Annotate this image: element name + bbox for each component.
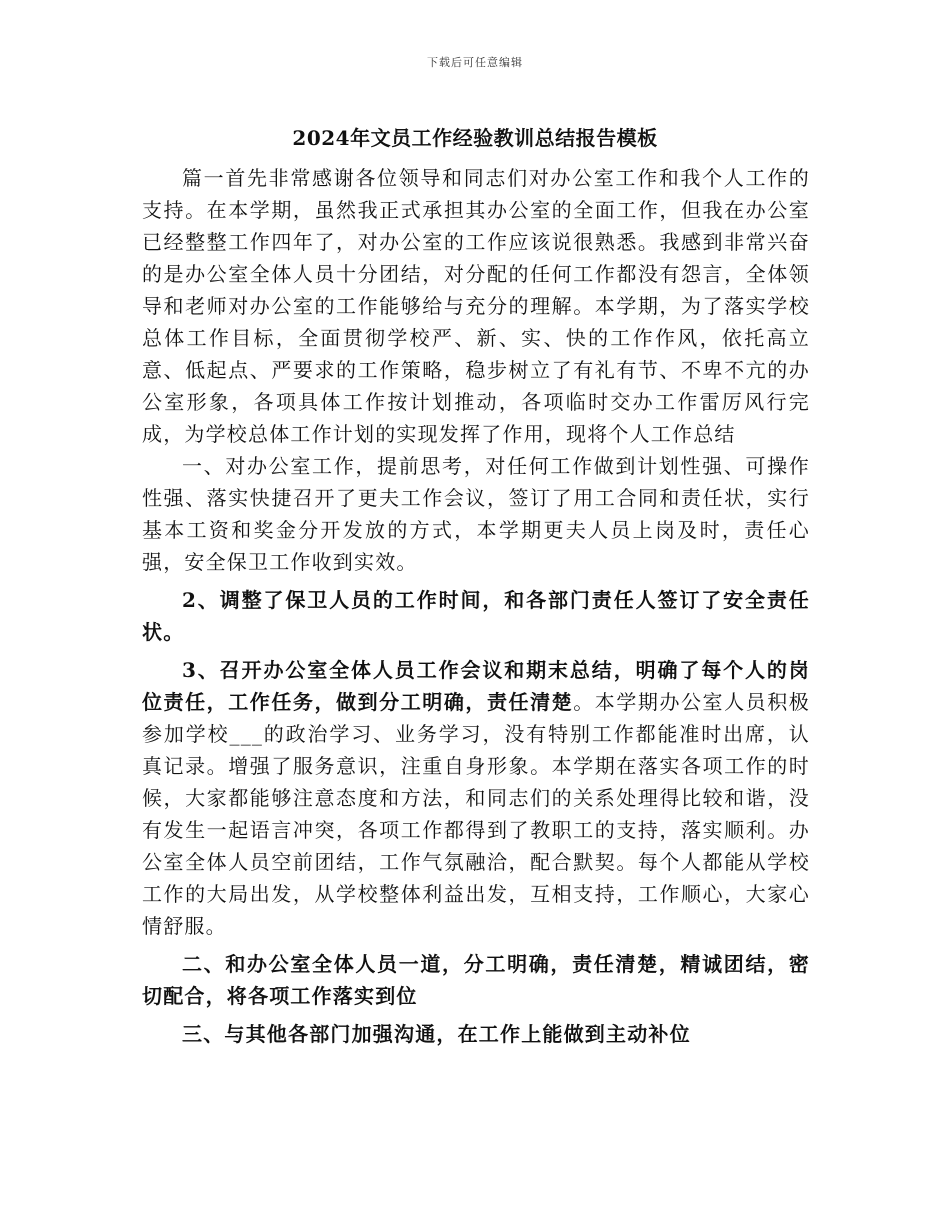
paragraph-item-3-body: 。本学期办公室人员积极参加学校___的政治学习、业务学习，没有特别工作都能准时出席，认真记录。增强了服务意识，注重自身形象。本学期在落实各项工作的时候，大家都能够注意态度和方法，和同志们的关系处理得比较和谐，没有发生一起语言冲突，各项工作都得到了教职工的支持，落实顺利。办公室全体人员空前团结，工作气氛融洽，配合默契。每个人都能从学校工作的大局出发，从学校整体利益出发，互相支持，工作顺心，大家心情舒服。 xyxy=(142,690,811,938)
document-body xyxy=(142,162,810,1050)
header-note: 下载后可任意编辑 xyxy=(427,56,523,69)
paragraph-item-3 xyxy=(142,654,810,942)
paragraph-section-3: 三、与其他各部门加强沟通，在工作上能做到主动补位 xyxy=(182,1022,691,1046)
document-title: 2024年文员工作经验教训总结报告模板 xyxy=(292,126,658,150)
paragraph-section-2: 二、和办公室全体人员一道，分工明确，责任清楚，精诚团结，密切配合，将各项工作落实到位 xyxy=(142,952,810,1008)
paragraph-item-2: 2、调整了保卫人员的工作时间，和各部门责任人签订了安全责任状。 xyxy=(142,588,810,644)
paragraph-intro: 篇一首先非常感谢各位领导和同志们对办公室工作和我个人工作的支持。在本学期，虽然我正式承担其办公室的全面工作，但我在办公室已经整整工作四年了，对办公室的工作应该说很熟悉。我感到非常兴奋的是办公室全体人员十分团结，对分配的任何工作都没有怨言，全体领导和老师对办公室的工作能够给与充分的理解。本学期，为了落实学校总体工作目标，全面贯彻学校严、新、实、快的工作作风，依托高立意、低起点、严要求的工作策略，稳步树立了有礼有节、不卑不亢的办公室形象，各项具体工作按计划推动，各项临时交办工作雷厉风行完成，为学校总体工作计划的实现发挥了作用，现将个人工作总结 xyxy=(142,166,810,446)
paragraph-item-3-heading: 3、召开办公室全体人员工作会议和期末总结，明确了每个人的岗位责任，工作任务，做到分工明确，责任清楚 xyxy=(142,658,810,714)
paragraph-section-1: 一、对办公室工作，提前思考，对任何工作做到计划性强、可操作性强、落实快捷召开了更夫工作会议，签订了用工合同和责任状，实行基本工资和奖金分开发放的方式，本学期更夫人员上岗及时，责任心强，安全保卫工作收到实效。 xyxy=(142,454,810,574)
